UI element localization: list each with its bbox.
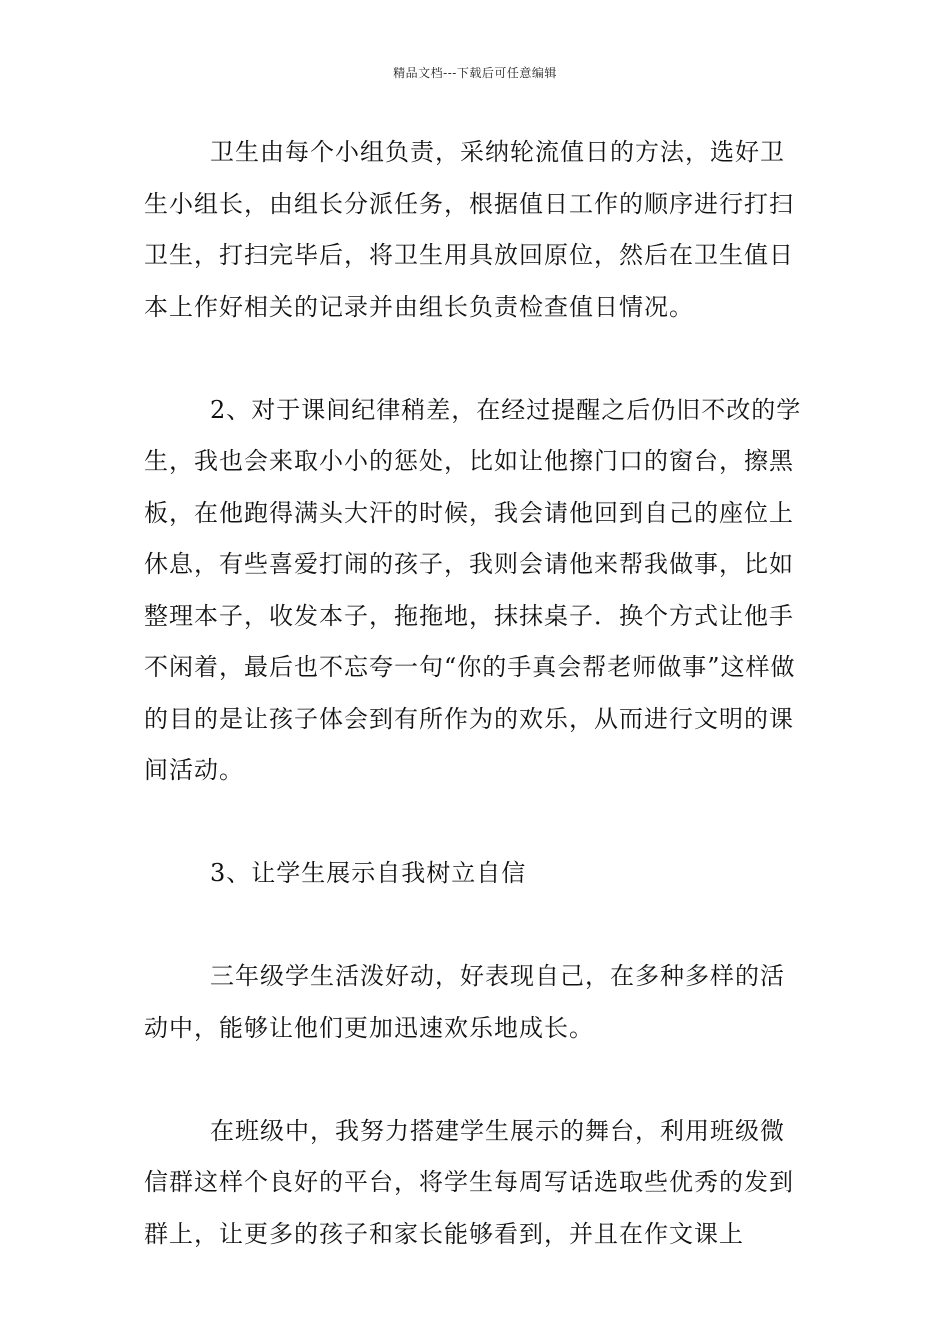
page-header: 精品文档---下载后可任意编辑 <box>393 66 557 80</box>
document-body <box>144 127 809 1260</box>
paragraph-heading-confidence: 3、让学生展示自我树立自信 <box>210 859 527 887</box>
paragraph-break-discipline: 2、对于课间纪律稍差，在经过提醒之后仍旧不改的学生，我也会来取小小的惩处，比如让他擦门口的窗台，擦黑板，在他跑得满头大汗的时候，我会请他回到自己的座位上休息，有些喜爱打闹的孩子，我则会请他来帮我做事，比如整理本子，收发本子，拖拖地，抹抹桌子．换个方式让他手不闲着，最后也不忘夸一句“你的手真会帮老师做事”这样做的目的是让孩子体会到有所作为的欢乐，从而进行文明的课间活动。 <box>144 395 802 784</box>
paragraph-third-grade: 三年级学生活泼好动，好表现自己，在多种多样的活动中，能够让他们更加迅速欢乐地成长。 <box>144 962 785 1042</box>
paragraph-hygiene-duty: 卫生由每个小组负责，采纳轮流值日的方法，选好卫生小组长，由组长分派任务，根据值日工作的顺序进行打扫卫生，打扫完毕后，将卫生用具放回原位，然后在卫生值日本上作好相关的记录并由组长负责检查值日情况。 <box>144 138 794 321</box>
paragraph-class-showcase: 在班级中，我努力搭建学生展示的舞台，利用班级微信群这样个良好的平台，将学生每周写话选取些优秀的发到群上，让更多的孩子和家长能够看到，并且在作文课上 <box>144 1116 794 1248</box>
